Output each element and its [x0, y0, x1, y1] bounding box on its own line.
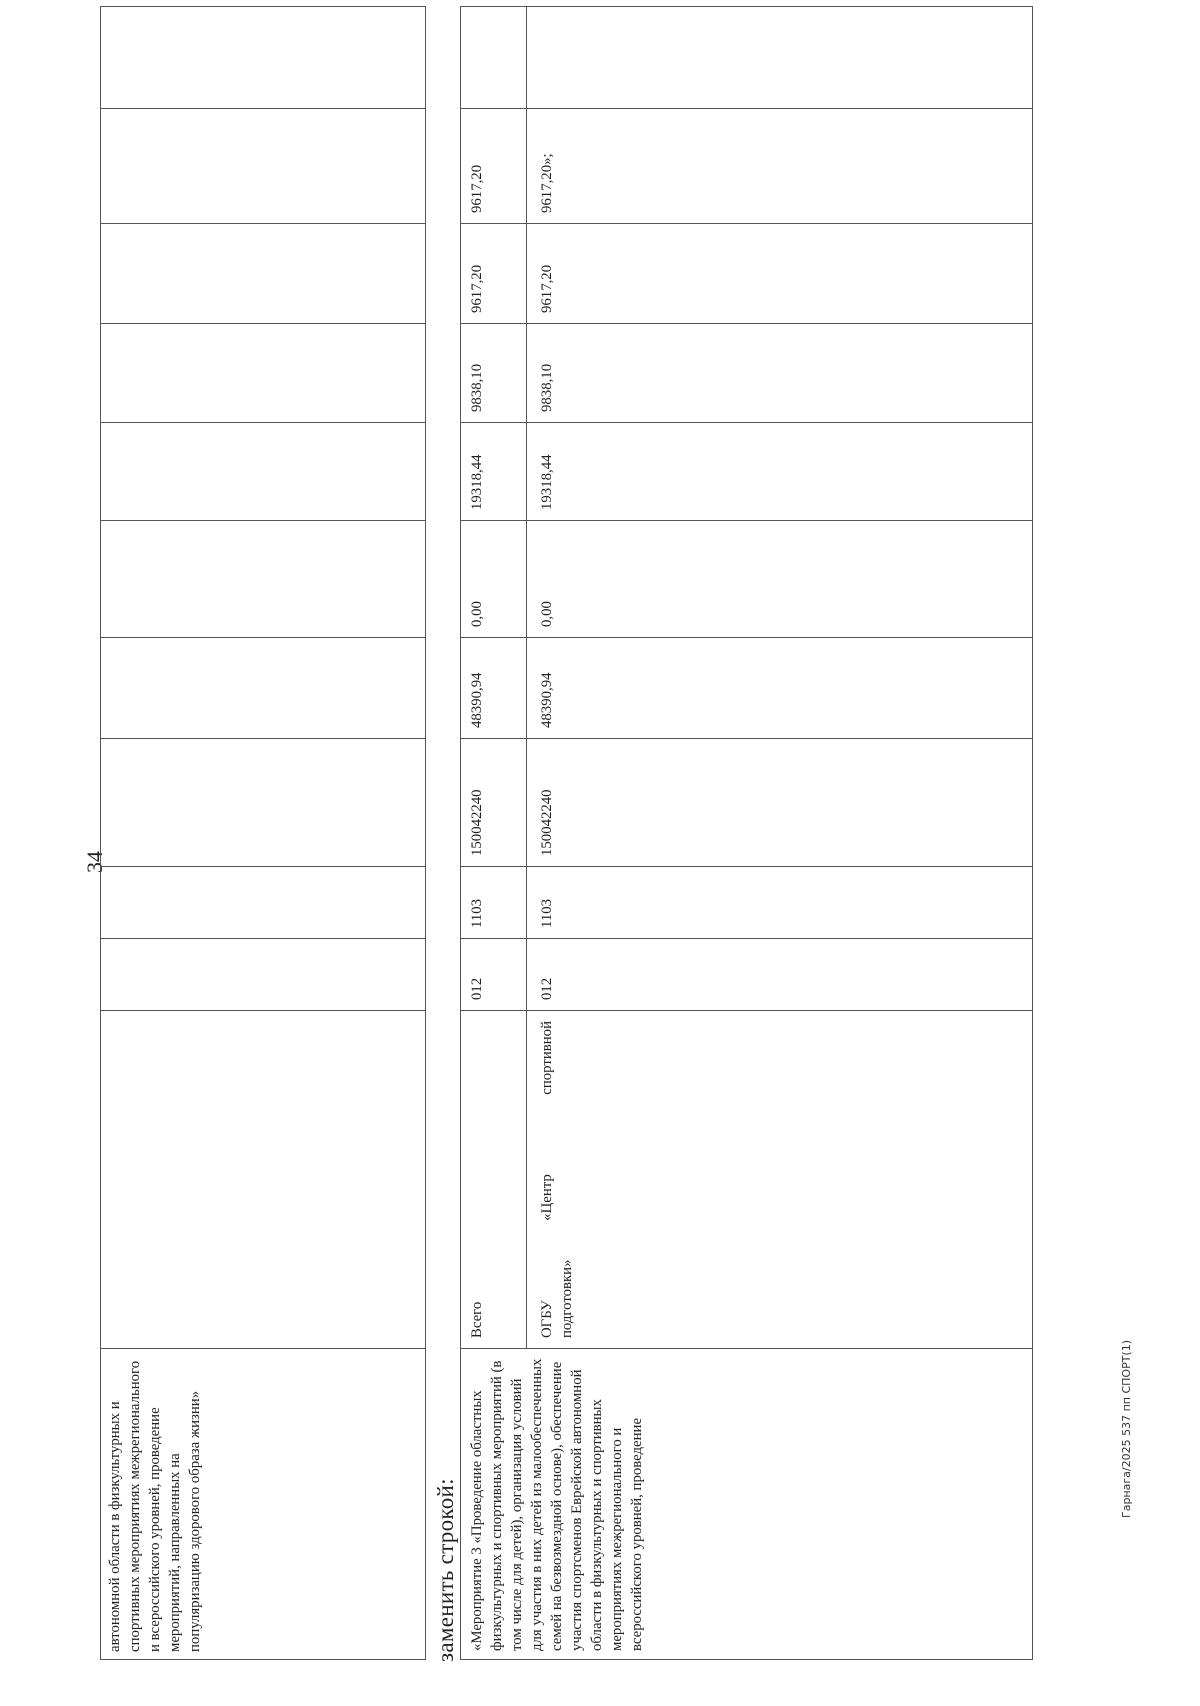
measure-text: автономной области в физкультурных и спортивных мероприятиях межрегионального и всероссийского уровней, проведение мероприятий, направленных на популяризацию здорового образа жизни»: [107, 1360, 203, 1652]
year-value: 9617,20: [539, 264, 555, 313]
year-value: 9838,10: [539, 363, 555, 412]
year-cell: [461, 324, 527, 423]
cell-total: [101, 638, 426, 739]
cell-v6: [101, 109, 426, 224]
executor-cell: [461, 1011, 527, 1349]
cell-rzpr: [101, 867, 426, 939]
executor-word: ОГБУ: [539, 1300, 555, 1338]
csr-value: 150042240: [539, 789, 555, 856]
year-cell: [461, 109, 527, 224]
replacement-table: [460, 6, 1033, 1660]
year-cell: [461, 521, 527, 638]
year-cell: [461, 224, 527, 324]
year-value: 9617,20: [469, 264, 485, 313]
previous-row-table: [100, 6, 426, 1660]
measure-text: «Мероприятие 3 «Проведение областных физкультурных и спортивных мероприятий (в том числе для детей), организация условий для участия в них детей из малообеспеченных семей на безвозмездной основе), обеспечение участия спортсменов Еврейской автономной области в физкультурных и спортивных мероприятиях межрегионального и всероссийского уровней, проведение: [469, 1358, 645, 1651]
executor-block: [527, 1011, 581, 1348]
year-cell: [461, 423, 527, 521]
csr-cell: [527, 739, 1033, 867]
executor-cell: [527, 1011, 1033, 1349]
year-value: 9838,10: [469, 363, 485, 412]
year-cell: [527, 423, 1033, 521]
cell-v3: [101, 423, 426, 521]
executor-text: Всего: [469, 1301, 485, 1338]
year-value: 0,00: [469, 601, 485, 627]
cell-csr: [101, 739, 426, 867]
footer-note: Гарнага/2025 537 пп СПОРТ(1): [1120, 1340, 1133, 1518]
csr-value: 150042240: [469, 789, 485, 856]
total-value: 48390,94: [469, 672, 485, 728]
lead-text: заменить строкой:: [433, 1478, 458, 1662]
page-number: 34: [82, 851, 107, 873]
rzpr-value: 1103: [539, 898, 555, 928]
cell-v7: [101, 7, 426, 109]
empty-cell: [461, 7, 527, 109]
year-value: 0,00: [539, 601, 555, 627]
rzpr-cell: [527, 867, 1033, 939]
grbs-cell: [527, 939, 1033, 1011]
year-cell: [527, 109, 1033, 224]
cell-v2: [101, 521, 426, 638]
table-row: [461, 7, 527, 1660]
total-cell: [527, 638, 1033, 739]
cell-v4: [101, 324, 426, 423]
cell-executor: [101, 1011, 426, 1349]
executor-word: спортивной: [539, 1021, 555, 1095]
year-value: 9617,20: [469, 164, 485, 213]
total-value: 48390,94: [539, 672, 555, 728]
total-cell: [461, 638, 527, 739]
cell-v5: [101, 224, 426, 324]
executor-word: «Центр: [539, 1174, 555, 1221]
year-cell: [527, 324, 1033, 423]
year-value: 9617,20»;: [539, 153, 555, 213]
year-cell: [527, 521, 1033, 638]
grbs-cell: [461, 939, 527, 1011]
year-value: 19318,44: [469, 454, 485, 510]
rzpr-value: 1103: [469, 898, 485, 928]
empty-cell: [527, 7, 1033, 109]
executor-line: [537, 1021, 557, 1338]
executor-line: подготовки»: [559, 1259, 575, 1338]
grbs-value: 012: [469, 977, 485, 1000]
measure-cell: [101, 1349, 426, 1660]
rzpr-cell: [461, 867, 527, 939]
year-cell: [527, 224, 1033, 324]
cell-grbs: [101, 939, 426, 1011]
measure-cell: [461, 1349, 1033, 1660]
year-value: 19318,44: [539, 454, 555, 510]
csr-cell: [461, 739, 527, 867]
grbs-value: 012: [539, 977, 555, 1000]
